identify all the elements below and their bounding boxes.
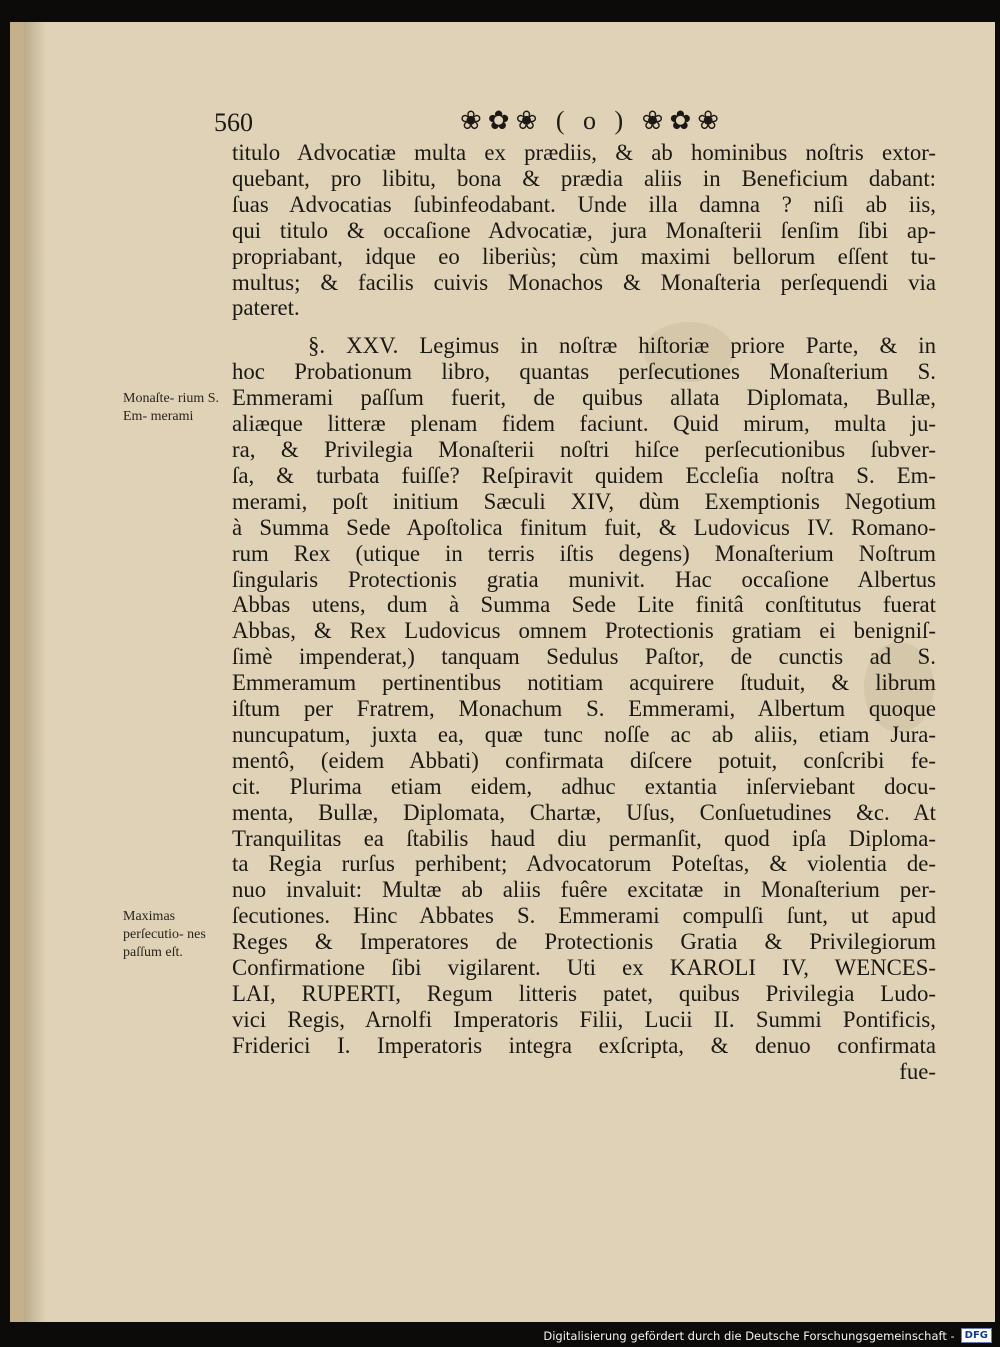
text-line: cit. Plurima etiam eidem, adhuc extantia inſerviebant docu-	[232, 773, 936, 799]
text-line: Emmeramum pertinentibus notitiam acquirere ſtuduit, & librum	[232, 670, 936, 696]
text-line: menta, Bullæ, Diplomata, Chartæ, Uſus, Conſuetudines &c. At	[232, 799, 936, 825]
footer-text: Digitalisierung gefördert durch die Deutsche Forschungsgemeinschaft -	[543, 1328, 955, 1343]
text-line: Friderici I. Imperatoris integra exſcripta, & denuo confirmata	[232, 1032, 936, 1058]
text-line: pateret.	[232, 295, 300, 321]
digitization-footer	[543, 1328, 992, 1343]
body-text	[232, 140, 936, 1085]
text-line: merami, poſt initium Sæculi XIV, dùm Exemptionis Negotium	[232, 488, 936, 514]
text-line: Confirmatione ſibi vigilarent. Uti ex KAROLI IV, WENCES-	[232, 955, 936, 981]
text-line: propriabant, idque eo liberiùs; cùm maximi bellorum eſſent tu-	[232, 243, 936, 269]
text-line: ta Regia rurſus perhibent; Advocatorum Poteſtas, & violentia de-	[232, 851, 936, 877]
text-line: ſingularis Protectionis gratia munivit. Hac occaſione Albertus	[232, 566, 936, 592]
text-line: multus; & facilis cuivis Monachos & Monaſteria perſequendi via	[232, 269, 936, 295]
paragraph-start-line: §. XXV. Legimus in noſtræ hiſtoriæ priore Parte, & in	[308, 333, 936, 359]
margin-note-2: Maximas perſecutio- nes paſſum eſt.	[123, 909, 206, 960]
text-line: hoc Probationum libro, quantas perſecutiones Monaſterium S.	[232, 359, 936, 385]
text-line: à Summa Sede Apoſtolica finitum fuit, & Ludovicus IV. Romano-	[232, 514, 936, 540]
page-header	[214, 104, 914, 144]
gutter-shadow	[24, 22, 46, 1322]
text-line: vici Regis, Arnolfi Imperatoris Filii, Lucii II. Summi Pontificis,	[232, 1006, 936, 1032]
text-line: ſecutiones. Hinc Abbates S. Emmerami compulſi ſunt, ut apud	[232, 903, 936, 929]
text-line: qui titulo & occaſione Advocatiæ, jura Monaſterii ſenſim ſibi ap-	[232, 217, 936, 243]
text-line: nuo invaluit: Multæ ab aliis fuêre excitatæ in Monaſterium per-	[232, 877, 936, 903]
paragraph-gap	[232, 321, 936, 333]
text-line: nuncupatum, juxta ea, quæ tunc noſſe ac ab aliis, etiam Jura-	[232, 721, 936, 747]
text-line: ſa, & turbata fuiſſe? Reſpiravit quidem Eccleſia noſtra S. Em-	[232, 462, 936, 488]
margin-note-1: Monaſte- rium S. Em- merami	[123, 391, 220, 424]
page-number: 560	[214, 108, 253, 137]
text-line: ra, & Privilegia Monaſterii noſtri hiſce perſecutionibus ſubver-	[232, 436, 936, 462]
text-line: rum Rex (utique in terris iſtis degens) Monaſterium Noſtrum	[232, 540, 936, 566]
header-ornament: ❀✿❀ ( o ) ❀✿❀	[460, 106, 726, 135]
text-line: mentô, (eidem Abbati) confirmata diſcere potuit, conſcribi fe-	[232, 747, 936, 773]
text-line: ſimè impenderat,) tanquam Sedulus Paſtor, de cunctis ad S.	[232, 644, 936, 670]
text-line: Abbas, & Rex Ludovicus omnem Protectionis gratiam ei benigniſ-	[232, 618, 936, 644]
text-line: titulo Advocatiæ multa ex prædiis, & ab hominibus noſtris extor-	[232, 140, 936, 165]
text-line: Tranquilitas ea ſtabilis haud diu permanſit, quod ipſa Diploma-	[232, 825, 936, 851]
text-line: Emmerami paſſum fuerit, de quibus allata Diplomata, Bullæ,	[232, 385, 936, 411]
text-line: aliæque litteræ plenam fidem faciunt. Quid mirum, multa ju-	[232, 411, 936, 437]
text-line: ſuas Advocatias ſubinfeodabant. Unde illa damna ? niſi ab iis,	[232, 191, 936, 217]
text-line: Abbas utens, dum à Summa Sede Lite finitâ conſtitutus fuerat	[232, 592, 936, 618]
text-line: LAI, RUPERTI, Regum litteris patet, quibus Privilegia Ludo-	[232, 981, 936, 1006]
text-line: quebant, pro libitu, bona & prædia aliis in Beneficium dabant:	[232, 165, 936, 191]
dfg-logo-icon: DFG	[961, 1328, 992, 1343]
text-line: iſtum per Fratrem, Monachum S. Emmerami, Albertum quoque	[232, 696, 936, 722]
text-line: Reges & Imperatores de Protectionis Gratia & Privilegiorum	[232, 929, 936, 955]
catchword: fue-	[899, 1058, 936, 1084]
